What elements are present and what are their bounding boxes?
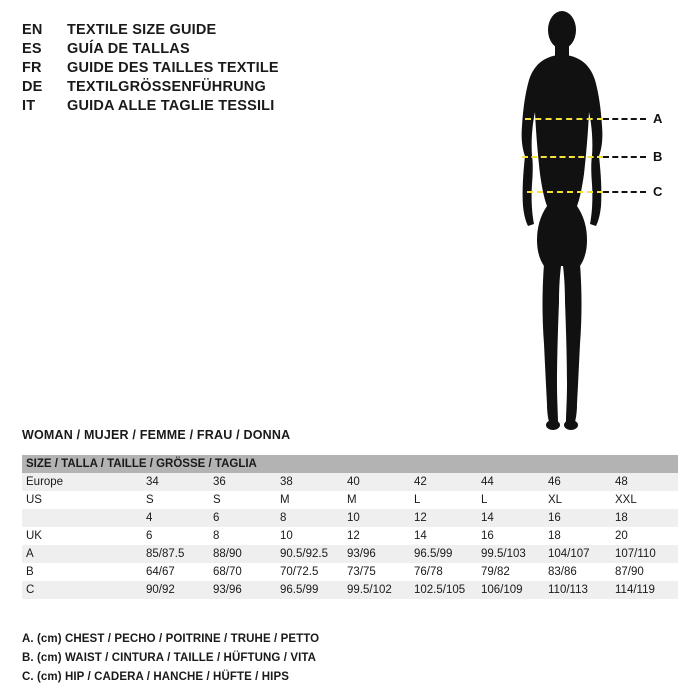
marker-line-a [525, 118, 603, 120]
table-caption: WOMAN / MUJER / FEMME / FRAU / DONNA [22, 428, 291, 442]
cell: 96.5/99 [410, 545, 477, 563]
cell: 14 [477, 509, 544, 527]
table-header-label: SIZE / TALLA / TAILLE / GRÖSSE / TAGLIA [22, 455, 678, 473]
table-row [22, 473, 678, 491]
table-header-row [22, 455, 678, 473]
cell: 12 [343, 527, 410, 545]
cell: 18 [611, 509, 678, 527]
table-row [22, 563, 678, 581]
title-row-it [22, 98, 462, 114]
cell: 73/75 [343, 563, 410, 581]
marker-label-b: B [653, 149, 663, 164]
cell: 76/78 [410, 563, 477, 581]
cell: 88/90 [209, 545, 276, 563]
marker-extension-b [603, 156, 646, 158]
title-text-es: GUÍA DE TALLAS [67, 41, 190, 57]
row-label: B [22, 563, 142, 581]
cell: 8 [209, 527, 276, 545]
cell: 110/113 [544, 581, 611, 599]
marker-line-b [522, 156, 603, 158]
cell: XXL [611, 491, 678, 509]
title-text-it: GUIDA ALLE TAGLIE TESSILI [67, 98, 275, 114]
female-silhouette-figure [470, 8, 690, 438]
cell: 99.5/103 [477, 545, 544, 563]
cell: 85/87.5 [142, 545, 209, 563]
cell: 42 [410, 473, 477, 491]
cell: 46 [544, 473, 611, 491]
cell: S [209, 491, 276, 509]
cell: S [142, 491, 209, 509]
title-text-de: TEXTILGRÖSSENFÜHRUNG [67, 79, 266, 95]
cell: 6 [209, 509, 276, 527]
cell: L [410, 491, 477, 509]
cell: 87/90 [611, 563, 678, 581]
table-row [22, 581, 678, 599]
row-label: Europe [22, 473, 142, 491]
language-code-it: IT [22, 98, 36, 114]
cell: 102.5/105 [410, 581, 477, 599]
cell: 90.5/92.5 [276, 545, 343, 563]
cell: 40 [343, 473, 410, 491]
cell: 83/86 [544, 563, 611, 581]
cell: 68/70 [209, 563, 276, 581]
legend-line-a: A. (cm) CHEST / PECHO / POITRINE / TRUHE / PETTO [22, 633, 320, 645]
cell: 64/67 [142, 563, 209, 581]
cell: M [343, 491, 410, 509]
cell: 16 [477, 527, 544, 545]
cell: 20 [611, 527, 678, 545]
cell: 14 [410, 527, 477, 545]
cell: 93/96 [209, 581, 276, 599]
marker-line-c [527, 191, 603, 193]
cell: 114/119 [611, 581, 678, 599]
cell: 70/72.5 [276, 563, 343, 581]
table-row [22, 491, 678, 509]
language-code-de: DE [22, 79, 43, 95]
marker-extension-a [603, 118, 646, 120]
marker-extension-c [603, 191, 646, 193]
marker-label-a: A [653, 111, 663, 126]
title-text-fr: GUIDE DES TAILLES TEXTILE [67, 60, 279, 76]
cell: 6 [142, 527, 209, 545]
title-row-fr [22, 60, 462, 76]
cell: 106/109 [477, 581, 544, 599]
cell: 79/82 [477, 563, 544, 581]
measurement-legend [22, 630, 319, 687]
cell: 10 [343, 509, 410, 527]
silhouette-icon [470, 8, 690, 438]
cell: 93/96 [343, 545, 410, 563]
cell: 96.5/99 [276, 581, 343, 599]
row-label: US [22, 491, 142, 509]
cell: 104/107 [544, 545, 611, 563]
title-text-en: TEXTILE SIZE GUIDE [67, 22, 217, 38]
row-label [22, 509, 142, 527]
cell: XL [544, 491, 611, 509]
cell: 99.5/102 [343, 581, 410, 599]
table-row [22, 509, 678, 527]
cell: 10 [276, 527, 343, 545]
cell: 12 [410, 509, 477, 527]
cell: 90/92 [142, 581, 209, 599]
table-row [22, 527, 678, 545]
size-table [22, 455, 678, 599]
cell: 34 [142, 473, 209, 491]
cell: 44 [477, 473, 544, 491]
cell: 107/110 [611, 545, 678, 563]
cell: 38 [276, 473, 343, 491]
title-row-en [22, 22, 462, 38]
marker-label-c: C [653, 184, 663, 199]
language-code-es: ES [22, 41, 42, 57]
cell: 8 [276, 509, 343, 527]
language-code-en: EN [22, 22, 43, 38]
title-row-de [22, 79, 462, 95]
legend-line-b: B. (cm) WAIST / CINTURA / TAILLE / HÜFTUNG / VITA [22, 652, 317, 664]
cell: L [477, 491, 544, 509]
row-label: C [22, 581, 142, 599]
row-label: UK [22, 527, 142, 545]
table-row [22, 545, 678, 563]
legend-line-c: C. (cm) HIP / CADERA / HANCHE / HÜFTE / HIPS [22, 671, 290, 683]
title-block [22, 22, 462, 117]
language-code-fr: FR [22, 60, 42, 76]
cell: 36 [209, 473, 276, 491]
row-label: A [22, 545, 142, 563]
title-row-es [22, 41, 462, 57]
cell: 18 [544, 527, 611, 545]
cell: 16 [544, 509, 611, 527]
cell: M [276, 491, 343, 509]
cell: 4 [142, 509, 209, 527]
cell: 48 [611, 473, 678, 491]
